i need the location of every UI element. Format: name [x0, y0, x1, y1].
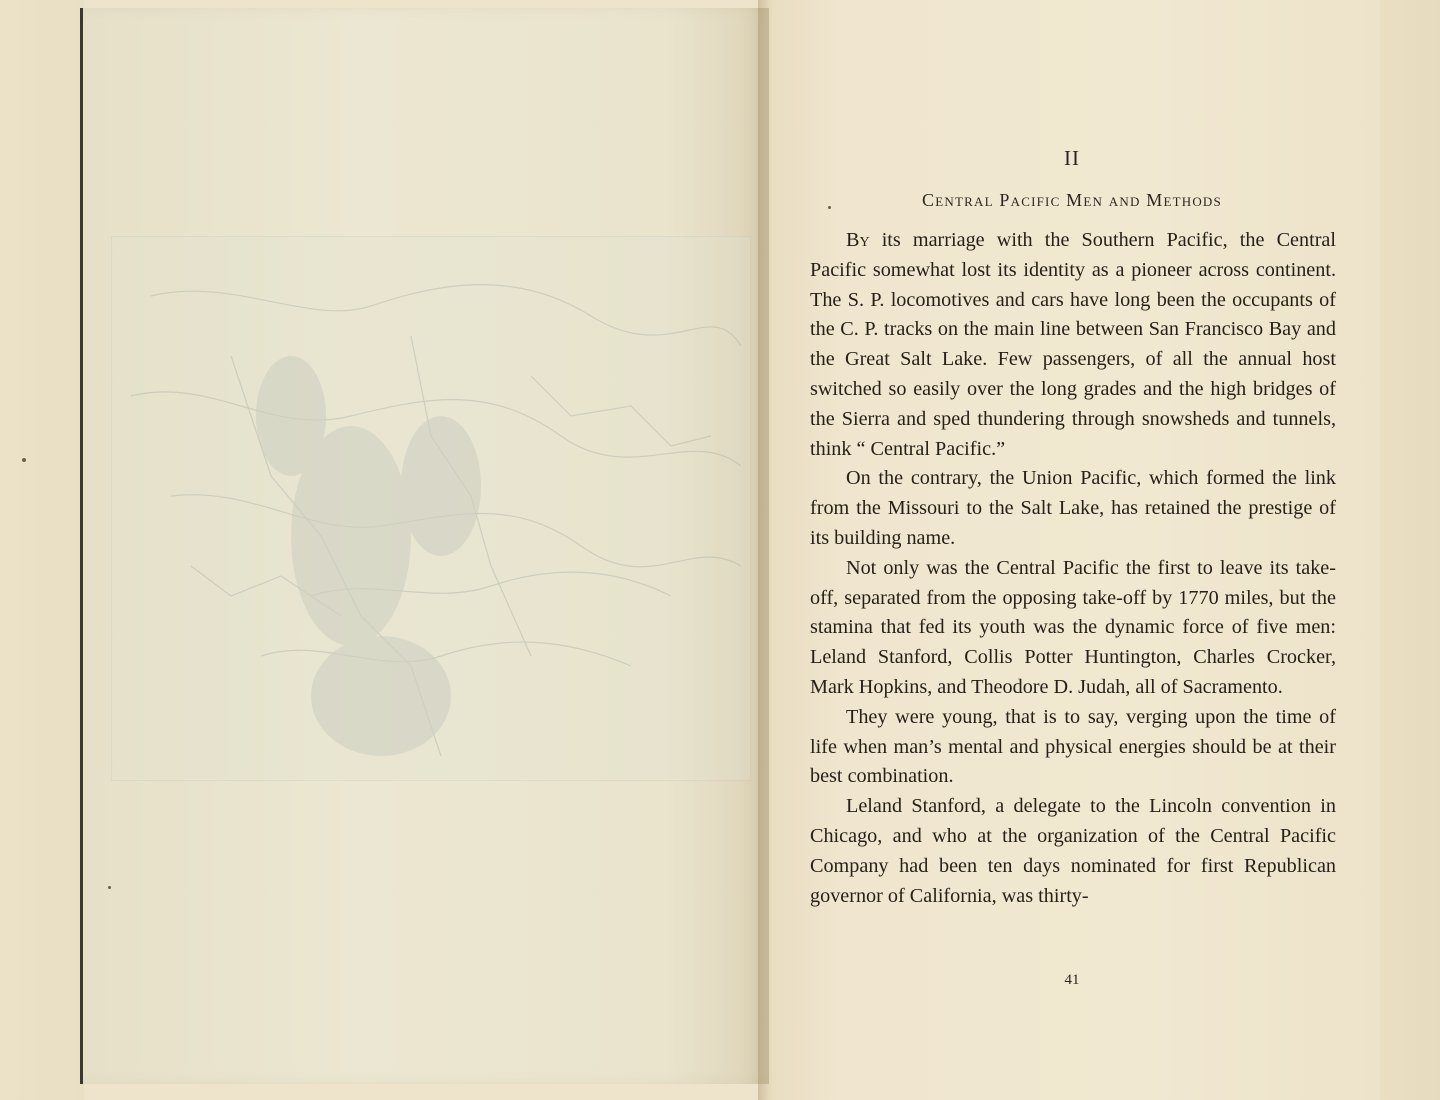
- paragraph-lead: By: [846, 229, 870, 251]
- chapter-number: II: [1064, 146, 1080, 170]
- chapter-title: Central Pacific Men and Methods: [922, 190, 1222, 210]
- paragraph: [810, 226, 1336, 464]
- paragraph: [810, 792, 1336, 911]
- paragraph-text: its marriage with the Southern Pacific, the Central Pacific somewhat lost its identity as a pioneer across continent. The S. P. locomotives and cars have long been the occupants of the C. P. tracks on the main line between San Francisco Bay and the Great Salt Lake. Few passengers, of all the annual host switched so easily over the long grades and the high bridges of the Sierra and sped thundering through snowsheds and tunnels, think “ Central Pacific.”: [810, 229, 1336, 460]
- show-through-map-image: [111, 236, 751, 781]
- paper-speck: [108, 886, 111, 889]
- backdrop-left: [0, 0, 84, 1100]
- backdrop-right: [1380, 0, 1440, 1100]
- paragraph: [810, 464, 1336, 553]
- paragraph: [810, 554, 1336, 703]
- paragraph: [810, 703, 1336, 792]
- left-page: [80, 8, 769, 1084]
- right-page: [772, 0, 1380, 1100]
- paragraph-text: On the contrary, the Union Pacific, which formed the link from the Missouri to the Salt Lake, has retained the prestige of its building name.: [810, 467, 1336, 549]
- paragraph-text: Leland Stanford, a delegate to the Lincoln convention in Chicago, and who at the organization of the Central Pacific Company had been ten days nominated for first Republican governor of California, was thirty-: [810, 795, 1336, 907]
- chapter-body: [810, 226, 1336, 911]
- page-number: 41: [1064, 972, 1080, 988]
- paragraph-text: They were young, that is to say, verging upon the time of life when man’s mental and physical energies should be at their best combination.: [810, 705, 1336, 788]
- paragraph-text: Not only was the Central Pacific the first to leave its take-off, separated from the opposing take-off by 1770 miles, but the stamina that fed its youth was the dynamic force of five men: Leland Stanford, Collis Potter Huntington, Charles Crocker, Mark Hopkins, and Theodore D. Judah, all of Sacramento.: [810, 556, 1336, 698]
- paper-speck: [22, 458, 26, 462]
- paper-speck: [828, 206, 831, 209]
